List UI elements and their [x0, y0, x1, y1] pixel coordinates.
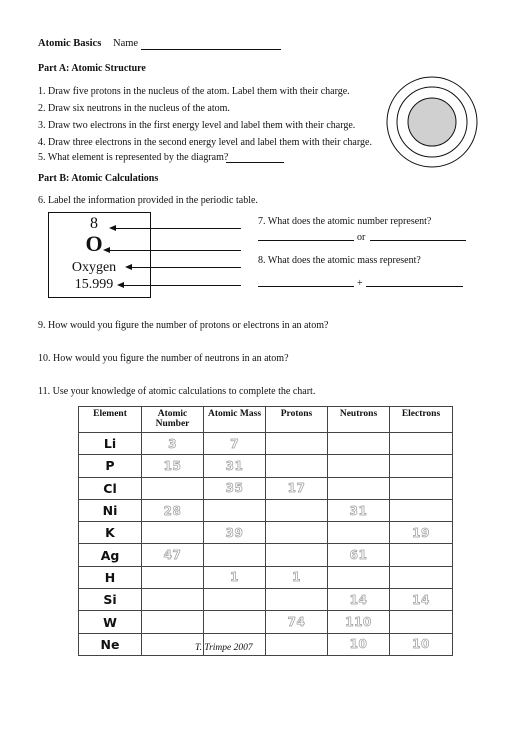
table-row: [79, 589, 453, 611]
cell-atomic-number[interactable]: 3: [142, 433, 204, 455]
chart-body: [79, 433, 453, 656]
cell-element: Ag: [79, 544, 142, 566]
table-row: [79, 499, 453, 521]
cell-atomic-number[interactable]: 47: [142, 544, 204, 566]
question-7: 7. What does the atomic number represent?: [258, 216, 432, 227]
cell-element: Cl: [79, 477, 142, 499]
nucleus: [408, 98, 456, 146]
cell-element: Li: [79, 433, 142, 455]
cell-protons[interactable]: [266, 589, 328, 611]
cell-protons[interactable]: [266, 455, 328, 477]
q8-plus-label: +: [357, 278, 363, 289]
cell-protons[interactable]: 74: [266, 611, 328, 633]
name-field-line[interactable]: [141, 49, 281, 50]
part-a-item-3: 3. Draw two electrons in the first energy level and label them with their charge.: [38, 120, 356, 131]
question-10: 10. How would you figure the number of neutrons in an atom?: [38, 353, 289, 364]
question-11: 11. Use your knowledge of atomic calculations to complete the chart.: [38, 386, 316, 397]
cell-protons[interactable]: [266, 499, 328, 521]
table-row: [79, 433, 453, 455]
cell-electrons[interactable]: 14: [390, 589, 453, 611]
q8-answer-line-2[interactable]: [366, 286, 463, 287]
part-a-item-4: 4. Draw three electrons in the second energy level and label them with their charge.: [38, 137, 372, 148]
cell-element: Si: [79, 589, 142, 611]
header-element: Element: [79, 407, 142, 433]
part-a-heading: Part A: Atomic Structure: [38, 63, 146, 74]
header-electrons: Electrons: [390, 407, 453, 433]
table-row: [79, 477, 453, 499]
header-neutrons: Neutrons: [328, 407, 390, 433]
table-row: [79, 455, 453, 477]
name-label: [113, 38, 138, 49]
cell-electrons[interactable]: 19: [390, 522, 453, 544]
atomic-number: 8: [90, 215, 98, 232]
part-a-item-5: 5. What element is represented by the diagram?: [38, 152, 229, 163]
cell-protons[interactable]: [266, 544, 328, 566]
cell-atomic-number[interactable]: 15: [142, 455, 204, 477]
cell-protons[interactable]: 1: [266, 566, 328, 588]
cell-protons[interactable]: 17: [266, 477, 328, 499]
header-atomic-mass: Atomic Mass: [204, 407, 266, 433]
cell-neutrons[interactable]: [328, 566, 390, 588]
cell-element: P: [79, 455, 142, 477]
part-a-item-1: 1. Draw five protons in the nucleus of the atom. Label them with their charge.: [38, 86, 350, 97]
element-answer-line[interactable]: [226, 162, 284, 163]
q7-or-label: or: [357, 232, 366, 243]
cell-atomic-mass[interactable]: [204, 544, 266, 566]
atomic-mass: 15.999: [74, 277, 114, 292]
cell-neutrons[interactable]: [328, 477, 390, 499]
cell-atomic-mass[interactable]: [204, 499, 266, 521]
cell-neutrons[interactable]: 31: [328, 499, 390, 521]
arrow-atomic-number: [115, 228, 241, 229]
q7-answer-line-2[interactable]: [370, 240, 466, 241]
cell-atomic-mass[interactable]: 31: [204, 455, 266, 477]
cell-electrons[interactable]: [390, 566, 453, 588]
cell-protons[interactable]: [266, 633, 328, 655]
credit-text: T. Trimpe 2007: [195, 643, 253, 653]
atomic-calculations-chart: [78, 406, 453, 656]
cell-element: Ni: [79, 499, 142, 521]
cell-atomic-number[interactable]: [142, 611, 204, 633]
arrow-symbol: [109, 250, 241, 251]
table-row: [79, 633, 453, 655]
cell-neutrons[interactable]: [328, 455, 390, 477]
worksheet-title: Atomic Basics: [38, 38, 102, 49]
cell-atomic-number[interactable]: 28: [142, 499, 204, 521]
question-8: 8. What does the atomic mass represent?: [258, 255, 421, 266]
cell-electrons[interactable]: 10: [390, 633, 453, 655]
cell-neutrons[interactable]: [328, 522, 390, 544]
name-label-text: Name: [113, 38, 139, 49]
cell-neutrons[interactable]: 61: [328, 544, 390, 566]
question-9: 9. How would you figure the number of protons or electrons in an atom?: [38, 320, 329, 331]
cell-atomic-mass[interactable]: [204, 611, 266, 633]
cell-neutrons[interactable]: 10: [328, 633, 390, 655]
cell-electrons[interactable]: [390, 544, 453, 566]
cell-protons[interactable]: [266, 522, 328, 544]
part-b-heading: Part B: Atomic Calculations: [38, 173, 159, 184]
cell-neutrons[interactable]: [328, 433, 390, 455]
atom-diagram: [384, 69, 480, 173]
table-row: [79, 611, 453, 633]
q8-answer-line-1[interactable]: [258, 286, 354, 287]
cell-electrons[interactable]: [390, 499, 453, 521]
cell-atomic-number[interactable]: [142, 589, 204, 611]
table-row: [79, 566, 453, 588]
cell-atomic-mass[interactable]: [204, 589, 266, 611]
cell-atomic-mass[interactable]: 1: [204, 566, 266, 588]
arrow-mass: [123, 285, 241, 286]
cell-element: W: [79, 611, 142, 633]
cell-atomic-mass[interactable]: 35: [204, 477, 266, 499]
cell-atomic-mass[interactable]: 39: [204, 522, 266, 544]
element-name: Oxygen: [71, 260, 117, 275]
cell-neutrons[interactable]: 110: [328, 611, 390, 633]
header-protons: Protons: [266, 407, 328, 433]
q7-answer-line-1[interactable]: [258, 240, 354, 241]
cell-atomic-mass[interactable]: 7: [204, 433, 266, 455]
cell-element: H: [79, 566, 142, 588]
cell-element: K: [79, 522, 142, 544]
part-a-item-2: 2. Draw six neutrons in the nucleus of the atom.: [38, 103, 230, 114]
arrow-name: [131, 267, 241, 268]
cell-atomic-number[interactable]: [142, 566, 204, 588]
cell-element: Ne: [79, 633, 142, 655]
cell-electrons[interactable]: [390, 433, 453, 455]
question-6: 6. Label the information provided in the periodic table.: [38, 195, 258, 206]
table-row: [79, 544, 453, 566]
element-symbol: O: [85, 231, 103, 256]
cell-neutrons[interactable]: 14: [328, 589, 390, 611]
cell-atomic-number[interactable]: [142, 522, 204, 544]
cell-electrons[interactable]: [390, 455, 453, 477]
chart-header-row: [79, 407, 453, 433]
header-atomic-number: Atomic Number: [142, 407, 204, 433]
cell-atomic-number[interactable]: [142, 477, 204, 499]
cell-protons[interactable]: [266, 433, 328, 455]
table-row: [79, 522, 453, 544]
cell-electrons[interactable]: [390, 477, 453, 499]
cell-electrons[interactable]: [390, 611, 453, 633]
